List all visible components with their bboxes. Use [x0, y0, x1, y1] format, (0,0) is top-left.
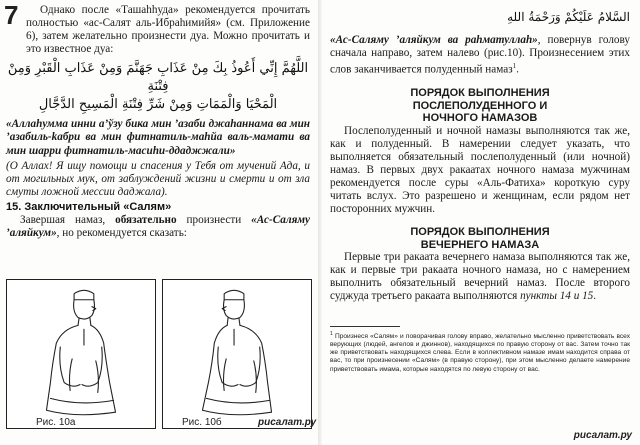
salam-footnote-mark: 1: [512, 62, 517, 71]
heading-1-line-3: НОЧНОГО НАМАЗОВ: [422, 112, 538, 125]
arabic-salam: السَّلامُ عَلَيْكُمْ وَرَحْمَةُ اللهِ: [507, 10, 630, 24]
heading-1-line-2: ПОСЛЕПОЛУДЕННОГО И: [412, 99, 548, 112]
salam-paragraph: «Ас-Саляму ’аляйкум ва раhматуллаh», повернув голову сначала направо, затем налево (рис.10). Произнесением этих слов заканчивается полуденный намаз$^1$.: [330, 34, 630, 76]
figure-10b: [162, 279, 312, 429]
footnote: [330, 330, 630, 374]
heading-2-line-1: ПОРЯДОК ВЫПОЛНЕНИЯ: [410, 226, 550, 239]
heading-2-line-2: ВЕЧЕРНЕГО НАМАЗА: [420, 238, 540, 251]
arabic-dua-line-2: الْمَحْيَا وَالْمَمَاتِ وَمِنْ شَرِّ فِتْنَةِ الْمَسِيحِ الدَّجَّالِ: [38, 97, 278, 113]
footnote-text: Произнеся «Салям» и поворачивая голову вправо, желательно мысленно приветствовать всех верующих (людей, ангелов и джиннов), находящихся по правую сторону от вас. Затем точно так же приветствовать находящихся слева. Если в коллективном намазе имам находится справа от вас, то при произнесении «Салям» (в правую сторону), при этом мысленно делаете намерение приветствовать имама, которые находятся по левую сторону от вас.: [330, 332, 630, 373]
final-salam-text-2: произнести: [176, 213, 252, 226]
evening-text: Первые три ракаата вечернего намаза выполняются так же, как и первые три ракаата ночного намаза, но с намерением выполнить обязательный вечерний намаз. После второго суджуда третьего ракаата выполняются: [330, 251, 630, 303]
final-salam-emphasis: обязательно: [115, 213, 177, 226]
afternoon-night-paragraph: Послеполуденный и ночной намазы выполняются так же, как и полуденный. В намерении следует указать, что выполняется обязательный послеполуденный (или ночной) намаз. В первых двух ракаатах ночного намаза мужчинам рекомендуется после суры «Аль-Фатиха» короткую суру читать вслух. Это разрешено и женщинам, если рядом нет посторонних мужчин.: [330, 124, 630, 216]
page-number: 7: [4, 0, 19, 30]
evening-points-reference: пункты 14 и 15: [520, 290, 594, 303]
footnote-divider: [330, 326, 400, 327]
footnote-number: 1: [330, 330, 333, 337]
section-heading-final-salam: 15. Заключительный «Салям»: [6, 200, 172, 213]
heading-1-line-1: ПОРЯДОК ВЫПОЛНЕНИЯ: [410, 87, 550, 100]
final-salam-text-3: , но рекомендуется сказать:: [56, 227, 187, 240]
dua-transliteration: «Аллаhумма инни а’ўзу бика мин ’азаби джаhаннама ва мин ’азабиль-kабри ва мин фитнатиль-маhйа валь-мамати ва мин шарри фитнатиль-масиhи-ддаджжали»: [6, 118, 310, 157]
salam-transliteration: «Ас-Саляму ’аляйкум ва раhматуллаh»: [330, 34, 538, 46]
evening-text-end: .: [593, 290, 597, 303]
final-salam-text-1: Завершая намаз,: [20, 213, 116, 226]
figures-block: [6, 279, 317, 429]
salam-text: , повернув голову сначала направо, затем налево (рис.10). Произнесением этих слов заканчивается полуденный намаз: [330, 34, 630, 76]
dua-translation: (О Аллах! Я ищу помощи и спасения у Тебя от мучений Ада, и от могильных мук, от заблуждений жизни и смерти и от зла смуты ложной мессии даджала).: [6, 159, 310, 198]
final-salam-phrase: «Ас-Саляму ’аляйкум»: [6, 213, 310, 240]
praying-man-left-turn-illustration: [163, 280, 311, 428]
watermark-right: рисалат.ру: [573, 430, 632, 441]
intro-paragraph: Однако после «Ташаhhуда» рекомендуется прочитать полностью «ас-Салят аль-Ибраhимийя» (см. Приложение 6), затем желательно произнести дуа. Можно прочитать и это известное дуа:: [26, 4, 310, 56]
praying-man-right-turn-illustration: [7, 280, 155, 428]
final-salam-paragraph: [6, 214, 310, 240]
figure-10a-caption: Рис. 10а: [36, 417, 76, 428]
arabic-dua-line-1: اللَّهُمَّ إِنِّي أَعُوذُ بِكَ مِنْ عَذَابِ جَهَنَّمَ وَمِنْ عَذَابِ الْقَبْرِ وَمِنْ فِتْنَةِ: [7, 61, 309, 95]
watermark-left: рисалат.ру: [258, 417, 317, 428]
evening-prayer-paragraph: [330, 251, 630, 303]
figure-10b-caption: Рис. 10б: [182, 417, 222, 428]
figure-10a: [6, 279, 156, 429]
heading-afternoon-night-prayers: [330, 87, 630, 125]
heading-evening-prayer: [330, 226, 630, 251]
right-page: [322, 0, 640, 445]
